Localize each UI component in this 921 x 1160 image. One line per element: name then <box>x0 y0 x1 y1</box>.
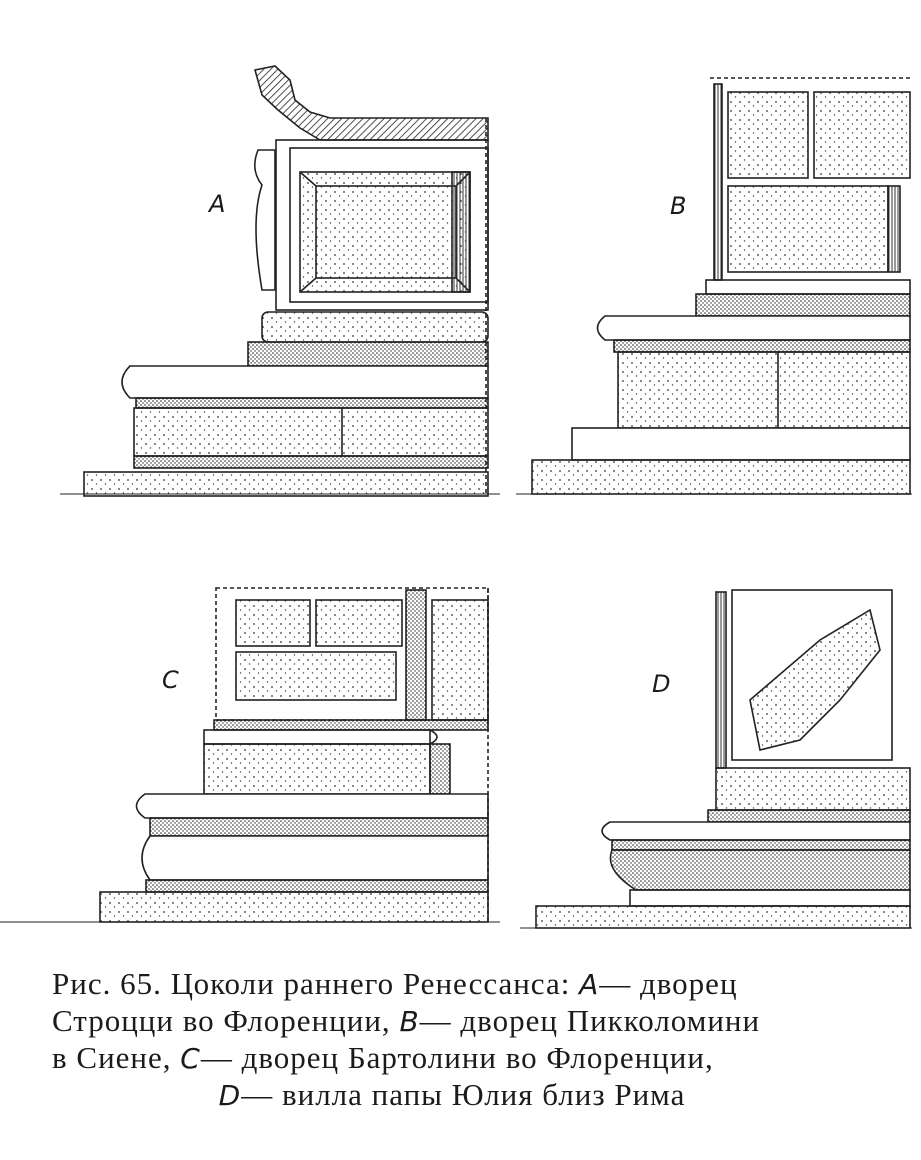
caption-letter-b: B <box>399 1005 420 1038</box>
panel-c-drawing <box>0 588 500 922</box>
figure-caption <box>52 966 912 1114</box>
caption-a-text-cont: Строцци во Флоренции, <box>52 1003 391 1038</box>
caption-d-text: — вилла папы Юлия близ Рима <box>241 1077 686 1112</box>
caption-b-text: — дворец Пикколомини <box>419 1003 761 1038</box>
caption-line-3 <box>52 1040 912 1077</box>
caption-letter-a: A <box>579 968 600 1001</box>
caption-title: Цоколи раннего Ренессанса: <box>170 966 571 1001</box>
panel-letter-b: B <box>670 192 687 220</box>
caption-letter-d: D <box>218 1079 242 1112</box>
panel-letter-a: A <box>209 190 226 218</box>
caption-a-text: — дворец <box>599 966 738 1001</box>
panel-d-drawing <box>520 590 912 928</box>
panel-a-drawing <box>60 66 500 496</box>
panel-letter-d: D <box>652 670 671 698</box>
caption-line-1 <box>52 966 912 1003</box>
panel-b-drawing <box>516 78 912 494</box>
caption-figure-label: Рис. 65. <box>52 966 162 1001</box>
caption-line-2 <box>52 1003 912 1040</box>
panel-letter-c: C <box>162 666 179 694</box>
caption-line-4 <box>52 1077 852 1114</box>
caption-b-text-cont: в Сиене, <box>52 1040 172 1075</box>
caption-c-text: — дворец Бартолини во Флоренции, <box>200 1040 714 1075</box>
caption-letter-c: C <box>180 1042 201 1075</box>
